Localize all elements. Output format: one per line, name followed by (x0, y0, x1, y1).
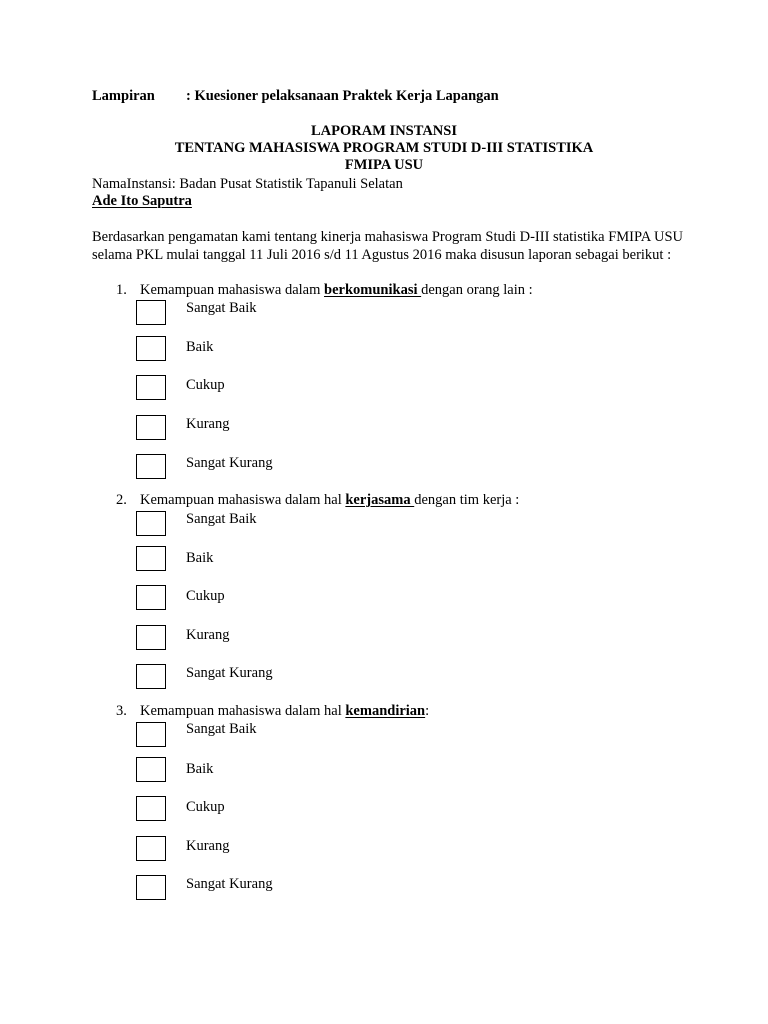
question-number: 3. (116, 703, 127, 719)
checkbox-q3-sangat-kurang[interactable] (136, 875, 166, 900)
checkbox-q3-sangat-baik[interactable] (136, 722, 166, 747)
question-number: 2. (116, 492, 127, 508)
option-label: Sangat Kurang (186, 455, 273, 471)
title-line-3: FMIPA USU (344, 157, 424, 173)
question-prefix: Kemampuan mahasiswa dalam (140, 282, 325, 298)
title-line-2: TENTANG MAHASISWA PROGRAM STUDI D-III STATISTIKA (174, 140, 594, 156)
option-label: Kurang (186, 838, 230, 854)
checkbox-q1-sangat-baik[interactable] (136, 300, 166, 325)
student-name: Ade Ito Saputra (92, 193, 192, 209)
checkbox-q2-sangat-baik[interactable] (136, 511, 166, 536)
option-label: Sangat Baik (186, 721, 257, 737)
option-label: Sangat Baik (186, 511, 257, 527)
option-label: Sangat Kurang (186, 876, 273, 892)
option-label: Kurang (186, 416, 230, 432)
question-number: 1. (116, 282, 127, 298)
checkbox-q3-kurang[interactable] (136, 836, 166, 861)
option-label: Sangat Kurang (186, 665, 273, 681)
option-label: Cukup (186, 377, 225, 393)
checkbox-q1-sangat-kurang[interactable] (136, 454, 166, 479)
question-suffix: : (425, 703, 430, 719)
question-suffix: dengan tim kerja : (414, 492, 520, 508)
checkbox-q2-kurang[interactable] (136, 625, 166, 650)
option-label: Baik (186, 550, 214, 566)
question-text (140, 704, 429, 719)
checkbox-q2-sangat-kurang[interactable] (136, 664, 166, 689)
lampiran-label: Lampiran (92, 88, 155, 104)
title-line-1: LAPORAM INSTANSI (311, 123, 457, 139)
checkbox-q3-baik[interactable] (136, 757, 166, 782)
checkbox-q1-kurang[interactable] (136, 415, 166, 440)
option-label: Baik (186, 339, 214, 355)
checkbox-q1-cukup[interactable] (136, 375, 166, 400)
checkbox-q2-baik[interactable] (136, 546, 166, 571)
nama-instansi: NamaInstansi: Badan Pusat Statistik Tapanuli Selatan (92, 176, 403, 192)
question-text (140, 493, 519, 508)
option-label: Baik (186, 761, 214, 777)
option-label: Cukup (186, 588, 225, 604)
question-suffix: dengan orang lain : (421, 282, 533, 298)
question-prefix: Kemampuan mahasiswa dalam hal (140, 703, 346, 719)
option-label: Cukup (186, 799, 225, 815)
question-keyword: kerjasama (345, 492, 415, 508)
checkbox-q1-baik[interactable] (136, 336, 166, 361)
question-keyword: berkomunikasi (324, 282, 422, 298)
question-text (140, 283, 533, 298)
question-keyword: kemandirian (345, 703, 426, 719)
checkbox-q2-cukup[interactable] (136, 585, 166, 610)
option-label: Kurang (186, 627, 230, 643)
intro-line-2: selama PKL mulai tanggal 11 Juli 2016 s/d 11 Agustus 2016 maka disusun laporan sebagai berikut : (92, 247, 672, 263)
lampiran-value: : Kuesioner pelaksanaan Praktek Kerja Lapangan (186, 88, 499, 104)
question-prefix: Kemampuan mahasiswa dalam hal (140, 492, 346, 508)
intro-line-1: Berdasarkan pengamatan kami tentang kinerja mahasiswa Program Studi D-III statistika FMIPA USU (92, 229, 684, 245)
checkbox-q3-cukup[interactable] (136, 796, 166, 821)
option-label: Sangat Baik (186, 300, 257, 316)
